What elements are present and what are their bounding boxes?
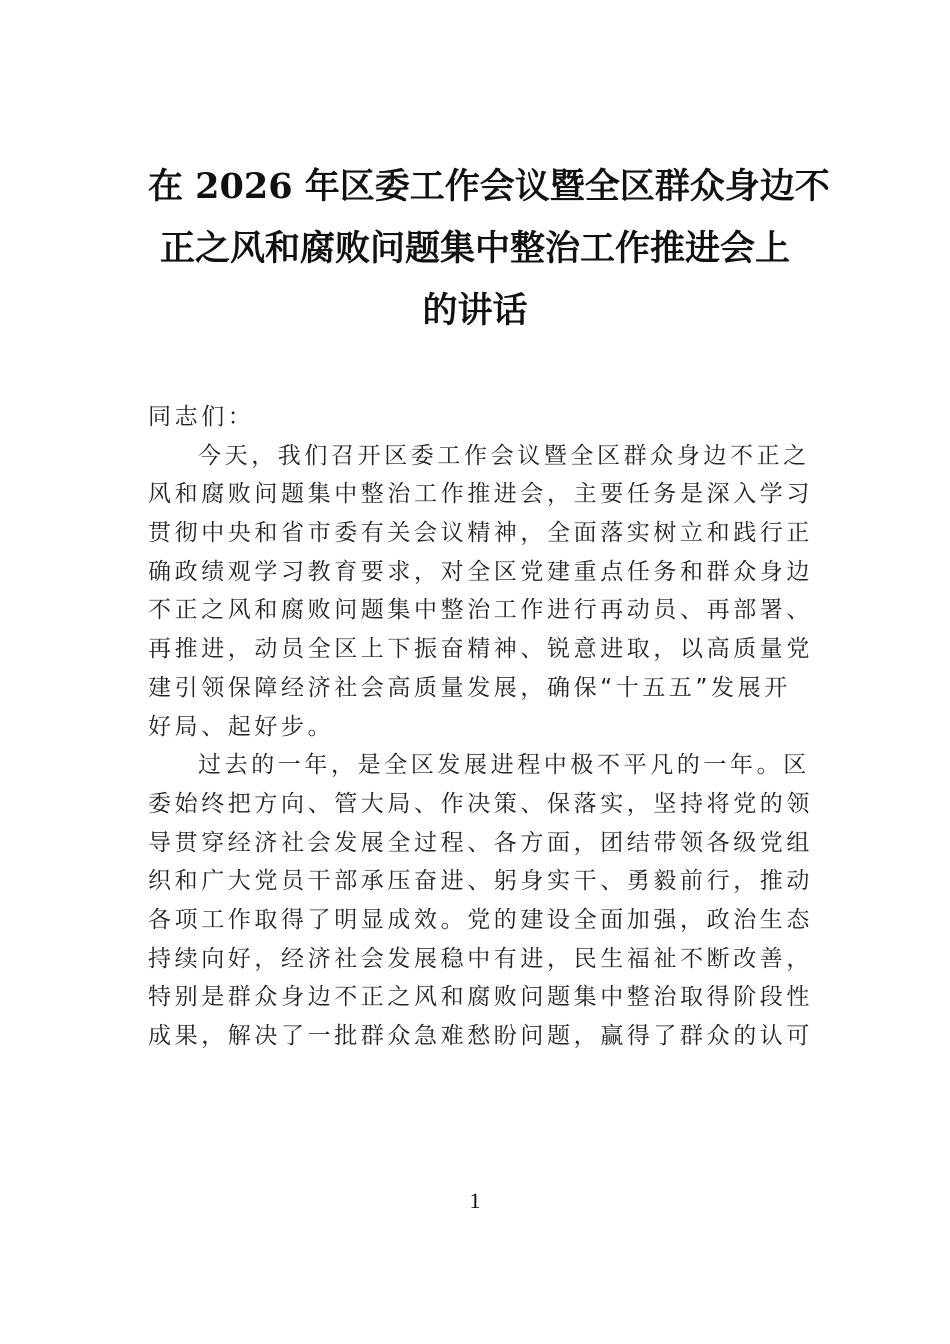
paragraph-line: 持续向好，经济社会发展稳中有进，民生福祉不断改善， — [148, 945, 813, 972]
title-line: 的讲话 — [422, 290, 528, 331]
page-number: 1 — [469, 1188, 481, 1213]
paragraph-line: 好局、起好步。 — [148, 713, 335, 740]
paragraph-line: 委始终把方向、管大局、作决策、保落实，坚持将党的领 — [148, 790, 813, 817]
title-line: 正之风和腐败问题集中整治工作推进会上 — [159, 228, 790, 269]
paragraph-2 — [148, 746, 813, 1056]
paragraph-line: 再推进，动员全区上下振奋精神、锐意进取，以高质量党 — [148, 636, 813, 663]
salutation: 同志们： — [148, 404, 255, 430]
paragraph-line: 风和腐败问题集中整治工作推进会，主要任务是深入学习 — [148, 481, 813, 508]
paragraph-line: 成果，解决了一批群众急难愁盼问题，赢得了群众的认可 — [148, 1023, 813, 1049]
paragraph-line: 建引领保障经济社会高质量发展，确保“十五五”发展开 — [148, 674, 791, 701]
paragraph-line: 特别是群众身边不正之风和腐败问题集中整治取得阶段性 — [148, 984, 813, 1011]
paragraph-line: 过去的一年，是全区发展进程中极不平凡的一年。区 — [198, 752, 810, 779]
paragraph-line: 贯彻中央和省市委有关会议精神，全面落实树立和践行正 — [148, 520, 813, 547]
paragraph-line: 织和广大党员干部承压奋进、躬身实干、勇毅前行，推动 — [148, 868, 813, 895]
paragraph-line: 各项工作取得了明显成效。党的建设全面加强，政治生态 — [148, 906, 813, 933]
paragraph-line: 不正之风和腐败问题集中整治工作进行再动员、再部署、 — [148, 597, 813, 624]
paragraph-line: 导贯穿经济社会发展全过程、各方面，团结带领各级党组 — [148, 829, 813, 856]
document-body — [148, 398, 813, 1056]
title-line: 在 2026 年区委工作会议暨全区群众身边不 — [148, 166, 830, 207]
paragraph-1 — [148, 437, 813, 747]
document-title — [148, 156, 830, 342]
paragraph-line: 确政绩观学习教育要求，对全区党建重点任务和群众身边 — [148, 558, 813, 585]
paragraph-line: 今天，我们召开区委工作会议暨全区群众身边不正之 — [198, 442, 810, 469]
